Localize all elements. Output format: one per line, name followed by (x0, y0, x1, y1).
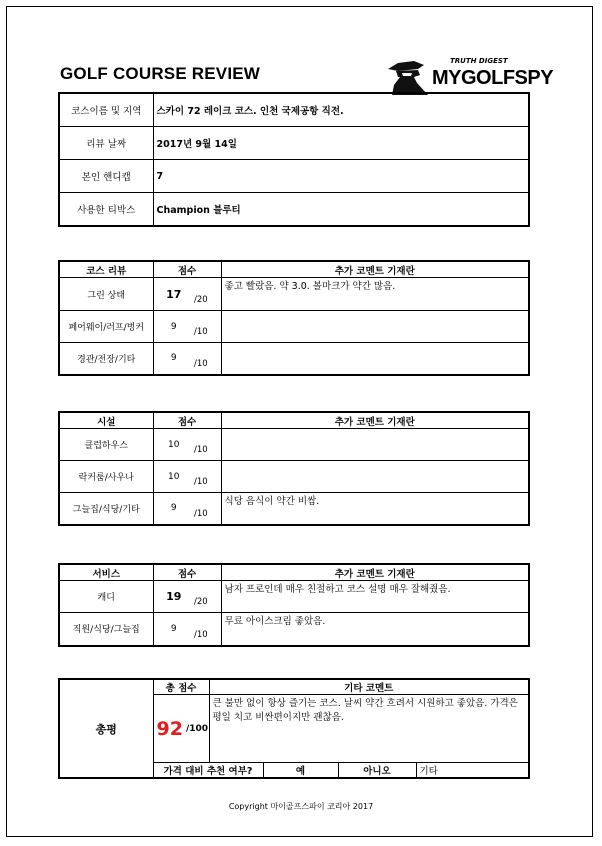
table-row (59, 461, 529, 493)
table-row (59, 581, 529, 613)
spy-figure-icon (384, 55, 436, 97)
logo-brand: MYGOLFSPY (432, 67, 554, 89)
recommend-no: 아니오 (338, 763, 416, 779)
criterion-score: 9 (153, 493, 194, 525)
facility-review-table (58, 411, 530, 526)
teebox-value: Champion 블루티 (153, 193, 529, 227)
copyright-footer: Copyright 마이골프스파이 코리아 2017 (228, 802, 374, 811)
table-header-row (59, 564, 529, 581)
info-row (59, 193, 529, 227)
course-info-table (58, 92, 530, 227)
criterion-outof: /10 (194, 461, 221, 493)
score-header: 점수 (153, 261, 221, 278)
info-row (59, 93, 529, 127)
recommend-other: 기타 (416, 763, 529, 779)
score-header: 점수 (153, 564, 221, 581)
criterion-score: 10 (153, 461, 194, 493)
criterion-label: 경관/전장/기타 (59, 343, 153, 375)
criterion-outof: /10 (194, 613, 221, 646)
criterion-comment: 좋고 빨랐음. 약 3.0. 볼마크가 약간 많음. (221, 278, 529, 311)
section-header: 시설 (59, 412, 153, 429)
criterion-comment: 식당 음식이 약간 비쌈. (221, 493, 529, 525)
total-comment-header: 기타 코멘트 (209, 679, 529, 695)
total-score: 92 (153, 695, 186, 763)
criterion-outof: /10 (194, 311, 221, 343)
course-review-table (58, 260, 530, 376)
criterion-score: 19 (153, 581, 194, 613)
criterion-label: 클럽하우스 (59, 429, 153, 461)
course-name-value: 스카이 72 레이크 코스. 인천 국제공항 직전. (153, 93, 529, 127)
criterion-label: 락커룸/사우나 (59, 461, 153, 493)
total-header-row (59, 679, 529, 695)
course-name-label: 코스이름 및 지역 (59, 93, 153, 127)
criterion-score: 9 (153, 613, 194, 646)
review-date-label: 리뷰 날짜 (59, 127, 153, 160)
criterion-outof: /10 (194, 343, 221, 375)
criterion-comment (221, 461, 529, 493)
service-review-table (58, 563, 530, 647)
criterion-outof: /20 (194, 581, 221, 613)
review-date-value: 2017년 9월 14일 (153, 127, 529, 160)
criterion-comment: 무료 아이스크림 좋았음. (221, 613, 529, 646)
table-row (59, 493, 529, 525)
handicap-value: 7 (153, 160, 529, 193)
criterion-outof: /10 (194, 429, 221, 461)
page-title: GOLF COURSE REVIEW (60, 64, 261, 83)
table-row (59, 278, 529, 311)
section-header: 코스 리뷰 (59, 261, 153, 278)
logo-tagline: TRUTH DIGEST (450, 57, 508, 65)
criterion-label: 직원/식당/그늘집 (59, 613, 153, 646)
table-row (59, 613, 529, 646)
criterion-score: 10 (153, 429, 194, 461)
criterion-label: 페어웨이/러프/벙커 (59, 311, 153, 343)
criterion-comment (221, 311, 529, 343)
comment-header: 추가 코멘트 기재란 (221, 564, 529, 581)
criterion-score: 9 (153, 311, 194, 343)
handicap-label: 본인 핸디캡 (59, 160, 153, 193)
comment-header: 추가 코멘트 기재란 (221, 412, 529, 429)
info-row (59, 127, 529, 160)
teebox-label: 사용한 티박스 (59, 193, 153, 227)
score-header: 점수 (153, 412, 221, 429)
criterion-comment (221, 343, 529, 375)
table-header-row (59, 412, 529, 429)
mygolfspy-logo (384, 55, 554, 97)
criterion-comment (221, 429, 529, 461)
criterion-label: 그늘집/식당/기타 (59, 493, 153, 525)
section-header: 서비스 (59, 564, 153, 581)
table-row (59, 311, 529, 343)
total-comment: 큰 불만 없이 항상 즐기는 코스. 날씨 약간 흐려서 시원하고 좋았음. 가격은 평일 치고 비싼편이지만 괜찮음. (209, 695, 529, 763)
table-header-row (59, 261, 529, 278)
criterion-score: 17 (153, 278, 194, 311)
total-review-table (58, 678, 530, 779)
info-row (59, 160, 529, 193)
total-outof: /100 (186, 695, 209, 763)
table-row (59, 429, 529, 461)
criterion-label: 그린 상태 (59, 278, 153, 311)
criterion-outof: /10 (194, 493, 221, 525)
criterion-comment: 남자 프로인데 매우 친절하고 코스 설명 매우 잘해줬음. (221, 581, 529, 613)
criterion-score: 9 (153, 343, 194, 375)
recommend-yes: 예 (263, 763, 338, 779)
comment-header: 추가 코멘트 기재란 (221, 261, 529, 278)
criterion-label: 캐디 (59, 581, 153, 613)
criterion-outof: /20 (194, 278, 221, 311)
total-score-header: 총 점수 (153, 679, 209, 695)
total-label: 총평 (59, 679, 153, 778)
table-row (59, 343, 529, 375)
recommend-label: 가격 대비 추천 여부? (153, 763, 263, 779)
